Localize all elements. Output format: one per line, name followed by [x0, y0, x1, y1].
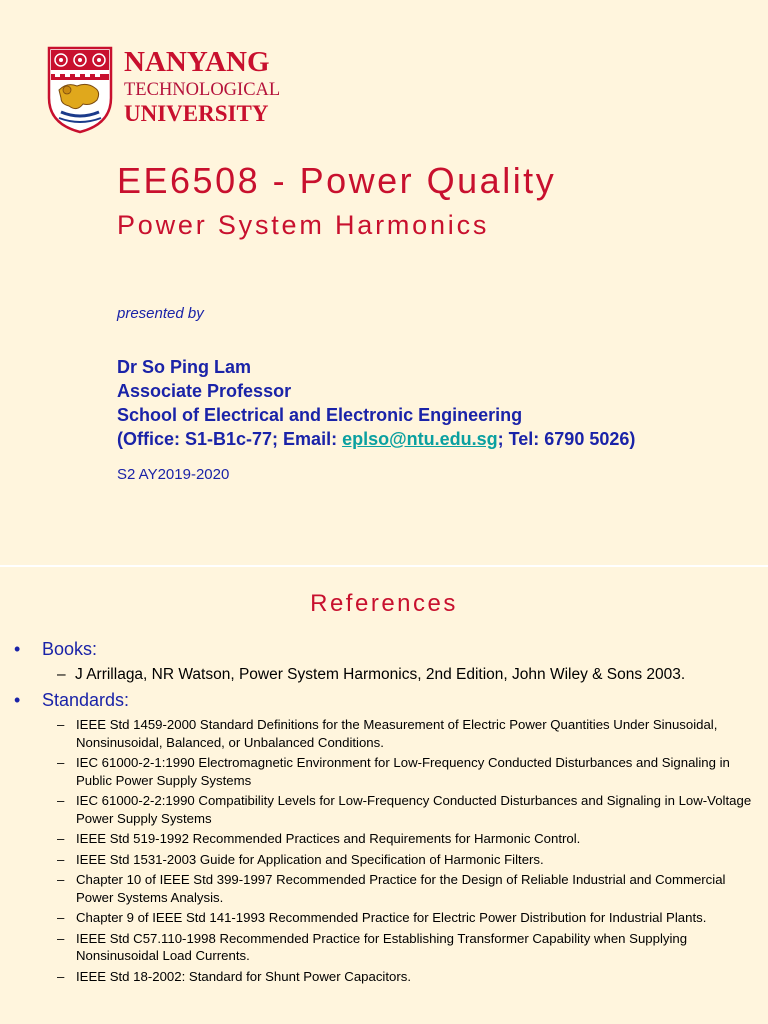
- presenter-name: Dr So Ping Lam: [117, 357, 252, 377]
- standard-text: IEEE Std 18-2002: Standard for Shunt Power Capacitors.: [76, 968, 412, 984]
- lecture-subtitle: Power System Harmonics: [117, 210, 490, 240]
- logo-line-nanyang: NANYANG: [124, 46, 270, 78]
- course-title: EE6508 - Power Quality: [117, 160, 557, 201]
- book-item: [57, 666, 685, 684]
- list-item: [57, 792, 757, 827]
- list-item: [57, 968, 757, 986]
- presenter-block: [117, 355, 635, 451]
- ntu-crest-icon: [47, 46, 113, 134]
- dash-icon: –: [57, 717, 65, 732]
- standard-text: IEC 61000-2-1:1990 Electromagnetic Environment for Low-Frequency Conducted Disturbances and Signaling in Public Power Supply Systems: [76, 755, 730, 788]
- standards-list: [57, 716, 757, 988]
- standard-text: IEEE Std C57.110-1998 Recommended Practice for Establishing Transformer Capability when Supplying Nonsinusoidal Load Currents.: [76, 930, 688, 963]
- standard-text: IEEE Std 1459-2000 Standard Definitions for the Measurement of Electric Power Quantities Under Sinusoidal, Nonsinusoidal, Balanced, or Unbalanced Conditions.: [76, 717, 718, 750]
- logo-line-university: UNIVERSITY: [124, 100, 269, 126]
- email-link[interactable]: eplso@ntu.edu.sg: [342, 429, 498, 449]
- list-item: [57, 930, 757, 965]
- presenter-school: School of Electrical and Electronic Engineering: [117, 405, 523, 425]
- bullet-icon: •: [14, 690, 21, 710]
- dash-icon: –: [57, 872, 65, 887]
- list-item: [57, 909, 757, 927]
- standard-text: Chapter 9 of IEEE Std 141-1993 Recommended Practice for Electric Power Distribution for Industrial Plants.: [76, 910, 707, 925]
- standards-label: Standards:: [42, 690, 130, 710]
- list-item: [57, 754, 757, 789]
- dash-icon: –: [57, 831, 65, 846]
- references-title: References: [310, 590, 458, 617]
- dash-icon: –: [57, 968, 65, 984]
- list-item: [57, 830, 757, 848]
- university-logo-text: [124, 48, 280, 125]
- dash-icon: –: [57, 793, 65, 808]
- list-item: [57, 716, 757, 751]
- book-text: J Arrillaga, NR Watson, Power System Harmonics, 2nd Edition, John Wiley & Sons 2003.: [75, 666, 686, 683]
- standard-text: IEC 61000-2-2:1990 Compatibility Levels for Low-Frequency Conducted Disturbances and Signaling in Low-Voltage Power Supply Systems: [76, 793, 752, 826]
- books-bullet: [14, 639, 97, 660]
- presenter-contact: [117, 427, 635, 451]
- contact-prefix: (Office: S1-B1c-77; Email:: [117, 429, 343, 449]
- standards-bullet: [14, 690, 129, 711]
- dash-icon: –: [57, 755, 65, 770]
- dash-icon: –: [57, 851, 65, 867]
- dash-icon: –: [57, 910, 65, 925]
- standard-text: IEEE Std 519-1992 Recommended Practices and Requirements for Harmonic Control.: [76, 831, 581, 846]
- books-label: Books:: [42, 639, 98, 659]
- presented-by-label: presented by: [117, 305, 204, 322]
- logo-line-technological: TECHNOLOGICAL: [124, 80, 281, 100]
- presenter-role: Associate Professor: [117, 381, 292, 401]
- standard-text: IEEE Std 1531-2003 Guide for Application and Specification of Harmonic Filters.: [76, 851, 544, 867]
- academic-term: S2 AY2019-2020: [117, 466, 230, 483]
- dash-icon: –: [57, 930, 65, 946]
- contact-suffix: ; Tel: 6790 5026): [497, 429, 636, 449]
- dash-icon: –: [57, 666, 66, 683]
- bullet-icon: •: [14, 639, 21, 659]
- standard-text: Chapter 10 of IEEE Std 399-1997 Recommended Practice for the Design of Reliable Industrial and Commercial Power Systems Analysis.: [76, 872, 726, 905]
- list-item: [57, 851, 757, 869]
- list-item: [57, 871, 757, 906]
